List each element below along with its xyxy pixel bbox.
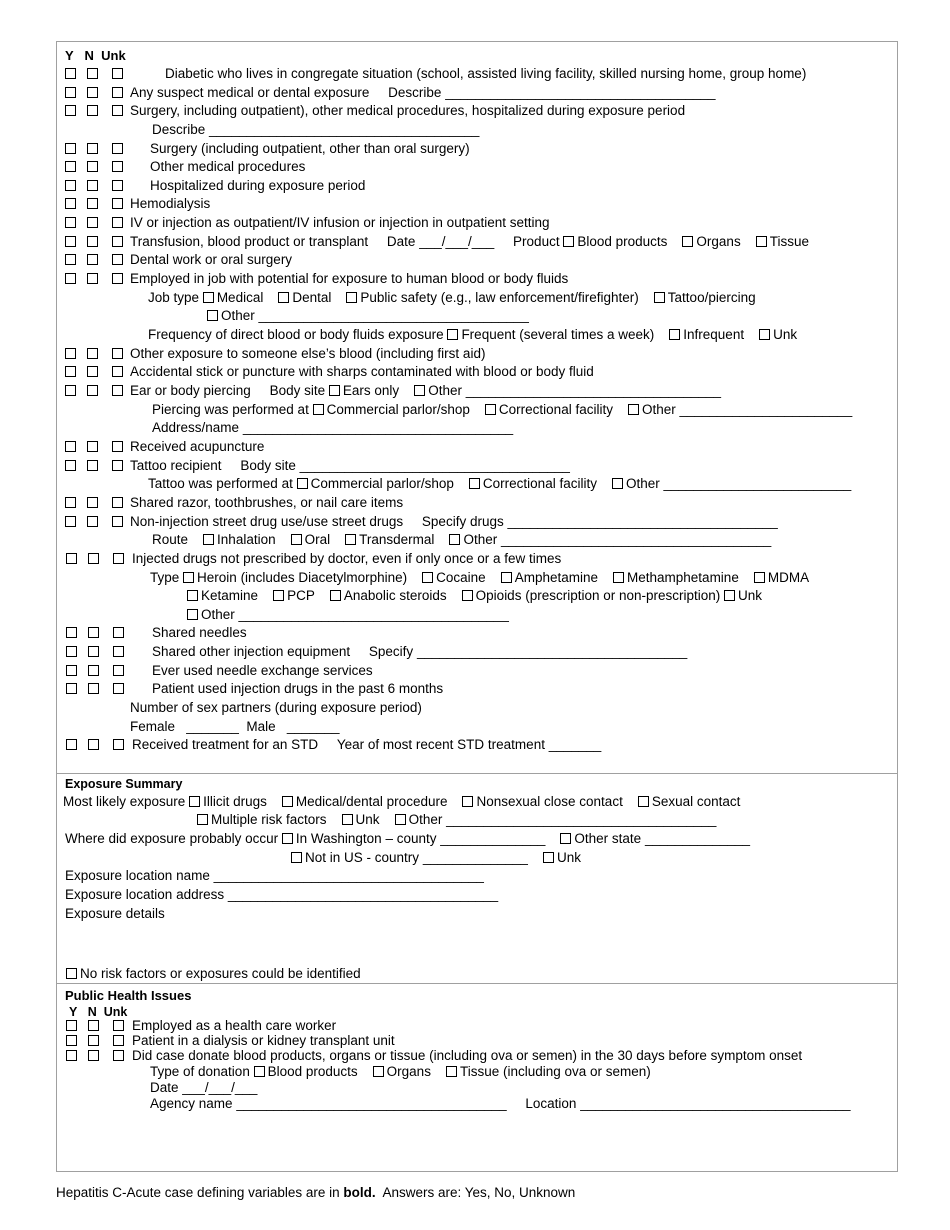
unk-checkbox[interactable] (112, 87, 123, 98)
medical-dental-row: Any suspect medical or dental exposure Describe ____________________________________ (130, 85, 716, 100)
job-other-row: Other ____________________________________ (207, 307, 529, 325)
multiple-checkbox[interactable] (197, 814, 208, 825)
unk-checkbox[interactable] (113, 665, 124, 676)
where-row-2: Not in US - country ______________ Unk (291, 849, 581, 867)
no-checkbox[interactable] (87, 516, 98, 527)
yes-checkbox[interactable] (65, 105, 76, 116)
steroids-checkbox[interactable] (330, 590, 341, 601)
nonsexual-checkbox[interactable] (462, 796, 473, 807)
other-exposure-label: Other exposure to someone else’s blood (including first aid) (130, 346, 486, 361)
tattoo-row: Tattoo recipient Body site ____________________________________ (130, 458, 570, 473)
tattoo-commercial-checkbox[interactable] (297, 478, 308, 489)
yes-checkbox[interactable] (66, 665, 77, 676)
surgery-other-label: Surgery, including outpatient), other medical procedures, hospitalized during exposure period (130, 103, 686, 118)
unk-checkbox[interactable] (113, 553, 124, 564)
address-row: Address/name ____________________________________ (152, 420, 514, 435)
no-checkbox[interactable] (87, 441, 98, 452)
no-checkbox[interactable] (87, 273, 98, 284)
yes-checkbox[interactable] (65, 497, 76, 508)
yes-checkbox[interactable] (65, 236, 76, 247)
drug-type-row: Type Heroin (includes Diacetylmorphine) Cocaine Amphetamine Methamphetamine MDMA (150, 570, 810, 585)
transdermal-checkbox[interactable] (345, 534, 356, 545)
donate-label: Did case donate blood products, organs or tissue (including ova or semen) in the 30 days before symptom onset (132, 1048, 803, 1063)
no-checkbox[interactable] (88, 1035, 99, 1046)
oral-checkbox[interactable] (291, 534, 302, 545)
job-type-row: Job type Medical Dental Public safety (e.g., law enforcement/firefighter) Tattoo/piercing (148, 290, 756, 305)
unk-checkbox[interactable] (112, 441, 123, 452)
no-checkbox[interactable] (88, 627, 99, 638)
unk-checkbox[interactable] (113, 1020, 124, 1031)
mdma-checkbox[interactable] (754, 572, 765, 583)
donate-tissue-checkbox[interactable] (446, 1066, 457, 1077)
cocaine-checkbox[interactable] (422, 572, 433, 583)
unk-checkbox[interactable] (113, 683, 124, 694)
yes-checkbox[interactable] (65, 180, 76, 191)
opioids-checkbox[interactable] (462, 590, 473, 601)
piercing-correctional-checkbox[interactable] (485, 404, 496, 415)
accidental-stick-label: Accidental stick or puncture with sharps contaminated with blood or body fluid (130, 364, 594, 379)
unk-checkbox[interactable] (112, 180, 123, 191)
sex-partners-row: Female _______ Male _______ (130, 719, 340, 734)
washington-checkbox[interactable] (282, 833, 293, 844)
yes-checkbox[interactable] (66, 553, 77, 564)
yes-checkbox[interactable] (66, 739, 77, 750)
yes-checkbox[interactable] (66, 1035, 77, 1046)
amphetamine-checkbox[interactable] (501, 572, 512, 583)
exposure-summary-title: Exposure Summary (65, 777, 183, 791)
yes-checkbox[interactable] (65, 348, 76, 359)
drug-type-row-2: Ketamine PCP Anabolic steroids Opioids (prescription or non-prescription) Unk (187, 587, 762, 605)
hospitalized-label: Hospitalized during exposure period (150, 178, 366, 193)
sex-partners-label: Number of sex partners (during exposure period) (130, 700, 422, 715)
yes-checkbox[interactable] (65, 217, 76, 228)
summary-unk-checkbox[interactable] (342, 814, 353, 825)
route-row: Route Inhalation Oral Transdermal Other ____________________________________ (152, 532, 772, 547)
yes-checkbox[interactable] (65, 366, 76, 377)
ph-ynu-header: Y N Unk (69, 1005, 128, 1019)
dental-work-label: Dental work or oral surgery (130, 252, 293, 267)
no-checkbox[interactable] (87, 161, 98, 172)
ketamine-checkbox[interactable] (187, 590, 198, 601)
unk-checkbox[interactable] (112, 273, 123, 284)
tattoo-other-checkbox[interactable] (612, 478, 623, 489)
no-checkbox[interactable] (88, 1050, 99, 1061)
no-checkbox[interactable] (87, 254, 98, 265)
unk-checkbox[interactable] (112, 68, 123, 79)
no-checkbox[interactable] (87, 460, 98, 471)
no-checkbox[interactable] (88, 646, 99, 657)
job-public-safety-checkbox[interactable] (346, 292, 357, 303)
frequency-unk-checkbox[interactable] (759, 329, 770, 340)
unk-checkbox[interactable] (112, 198, 123, 209)
yes-checkbox[interactable] (65, 385, 76, 396)
employed-blood-label: Employed in job with potential for exposure to human blood or body fluids (130, 271, 569, 286)
acupuncture-label: Received acupuncture (130, 439, 265, 454)
unk-checkbox[interactable] (112, 217, 123, 228)
no-checkbox[interactable] (88, 553, 99, 564)
blood-products-checkbox[interactable] (563, 236, 574, 247)
frequent-checkbox[interactable] (447, 329, 458, 340)
piercing-other-checkbox[interactable] (628, 404, 639, 415)
no-checkbox[interactable] (87, 366, 98, 377)
heroin-checkbox[interactable] (183, 572, 194, 583)
no-checkbox[interactable] (87, 497, 98, 508)
unk-header: Unk (101, 48, 126, 63)
unk-checkbox[interactable] (112, 366, 123, 377)
yes-checkbox[interactable] (66, 1020, 77, 1031)
no-checkbox[interactable] (87, 143, 98, 154)
job-medical-checkbox[interactable] (203, 292, 214, 303)
tissue-checkbox[interactable] (756, 236, 767, 247)
unk-checkbox[interactable] (112, 516, 123, 527)
no-risk-row: No risk factors or exposures could be identified (66, 965, 361, 983)
yes-checkbox[interactable] (65, 254, 76, 265)
unk-checkbox[interactable] (113, 1035, 124, 1046)
yes-checkbox[interactable] (65, 516, 76, 527)
past-6-months-label: Patient used injection drugs in the past 6 months (152, 681, 444, 696)
yes-checkbox[interactable] (65, 87, 76, 98)
diabetic-label: Diabetic who lives in congregate situation (school, assisted living facility, skilled nursing home, group home) (165, 66, 807, 81)
section-divider (56, 773, 898, 774)
no-checkbox[interactable] (88, 683, 99, 694)
agency-row: Agency name ____________________________________ Location ____________________________________ (150, 1096, 851, 1111)
yes-header: Y (65, 48, 74, 63)
shared-equipment-row: Shared other injection equipment Specify ____________________________________ (152, 644, 688, 659)
yes-checkbox[interactable] (65, 198, 76, 209)
unk-checkbox[interactable] (112, 497, 123, 508)
not-us-checkbox[interactable] (291, 852, 302, 863)
injected-drugs-label: Injected drugs not prescribed by doctor, even if only once or a few times (132, 551, 562, 566)
yes-checkbox[interactable] (65, 68, 76, 79)
summary-other-checkbox[interactable] (395, 814, 406, 825)
no-checkbox[interactable] (87, 236, 98, 247)
unk-checkbox[interactable] (112, 348, 123, 359)
other-state-checkbox[interactable] (560, 833, 571, 844)
surgery-describe-row: Describe ____________________________________ (152, 122, 480, 137)
needle-exchange-label: Ever used needle exchange services (152, 663, 373, 678)
surgery-label: Surgery (including outpatient, other than oral surgery) (150, 141, 470, 156)
unk-checkbox[interactable] (113, 739, 124, 750)
no-checkbox[interactable] (87, 105, 98, 116)
yes-checkbox[interactable] (66, 1050, 77, 1061)
shared-needles-label: Shared needles (152, 625, 247, 640)
donate-organs-checkbox[interactable] (373, 1066, 384, 1077)
unk-checkbox[interactable] (112, 161, 123, 172)
ear-piercing-row: Ear or body piercing Body site Ears only Other __________________________________ (130, 383, 721, 398)
job-other-checkbox[interactable] (207, 310, 218, 321)
unk-checkbox[interactable] (113, 1050, 124, 1061)
route-other-checkbox[interactable] (449, 534, 460, 545)
unk-checkbox[interactable] (112, 385, 123, 396)
unk-checkbox[interactable] (112, 143, 123, 154)
inhalation-checkbox[interactable] (203, 534, 214, 545)
ears-only-checkbox[interactable] (329, 385, 340, 396)
pcp-checkbox[interactable] (273, 590, 284, 601)
infrequent-checkbox[interactable] (669, 329, 680, 340)
std-row: Received treatment for an STD Year of most recent STD treatment _______ (132, 737, 602, 752)
no-header: N (84, 48, 94, 63)
location-name-row: Exposure location name ____________________________________ (65, 868, 484, 883)
most-likely-row: Most likely exposure Illicit drugs Medical/dental procedure Nonsexual close contact Sexual contact (63, 794, 741, 809)
dialysis-label: Patient in a dialysis or kidney transplant unit (132, 1033, 395, 1048)
donation-date-row: Date ___/___/___ (150, 1080, 258, 1095)
no-checkbox[interactable] (87, 68, 98, 79)
job-tattoo-checkbox[interactable] (654, 292, 665, 303)
unk-checkbox[interactable] (112, 236, 123, 247)
other-medical-label: Other medical procedures (150, 159, 306, 174)
yes-checkbox[interactable] (66, 627, 77, 638)
tattoo-correctional-checkbox[interactable] (469, 478, 480, 489)
yes-checkbox[interactable] (65, 161, 76, 172)
illicit-checkbox[interactable] (189, 796, 200, 807)
yes-checkbox[interactable] (66, 683, 77, 694)
non-injection-row: Non-injection street drug use/use street drugs Specify drugs ____________________________________ (130, 514, 778, 529)
drug-unk-checkbox[interactable] (724, 590, 735, 601)
public-health-title: Public Health Issues (65, 988, 192, 1003)
yes-checkbox[interactable] (65, 143, 76, 154)
no-checkbox[interactable] (87, 385, 98, 396)
ynu-header (65, 48, 126, 64)
footer-note: Hepatitis C-Acute case defining variables are in bold. Answers are: Yes, No, Unknown (56, 1185, 576, 1200)
yes-checkbox[interactable] (65, 273, 76, 284)
organs-checkbox[interactable] (682, 236, 693, 247)
location-address-row: Exposure location address ____________________________________ (65, 887, 499, 902)
transfusion-row: Transfusion, blood product or transplant Date ___/___/___ Product Blood products Organs Tissue (130, 234, 809, 249)
no-checkbox[interactable] (88, 1020, 99, 1031)
sexual-checkbox[interactable] (638, 796, 649, 807)
drug-other-row: Other ____________________________________ (187, 606, 509, 624)
where-row: Where did exposure probably occur In Washington – county ______________ Other state ______________ (65, 831, 751, 846)
piercing-commercial-checkbox[interactable] (313, 404, 324, 415)
unk-checkbox[interactable] (112, 105, 123, 116)
medical-procedure-checkbox[interactable] (282, 796, 293, 807)
drug-other-checkbox[interactable] (187, 609, 198, 620)
section-divider (56, 983, 898, 984)
yes-checkbox[interactable] (66, 646, 77, 657)
yes-checkbox[interactable] (65, 441, 76, 452)
no-checkbox[interactable] (87, 180, 98, 191)
donate-blood-checkbox[interactable] (254, 1066, 265, 1077)
unk-checkbox[interactable] (113, 627, 124, 638)
piercing-performed-row: Piercing was performed at Commercial parlor/shop Correctional facility Other _______________________ (152, 402, 853, 417)
no-checkbox[interactable] (88, 665, 99, 676)
exposure-details-label: Exposure details (65, 906, 165, 921)
where-unk-checkbox[interactable] (543, 852, 554, 863)
shared-razor-label: Shared razor, toothbrushes, or nail care items (130, 495, 404, 510)
no-risk-checkbox[interactable] (66, 968, 77, 979)
most-likely-row-2: Multiple risk factors Unk Other ____________________________________ (197, 811, 716, 829)
unk-checkbox[interactable] (112, 460, 123, 471)
donation-type-row: Type of donation Blood products Organs Tissue (including ova or semen) (150, 1064, 651, 1079)
health-worker-label: Employed as a health care worker (132, 1018, 337, 1033)
yes-checkbox[interactable] (65, 460, 76, 471)
piercing-site-other-checkbox[interactable] (414, 385, 425, 396)
hemodialysis-label: Hemodialysis (130, 196, 211, 211)
no-checkbox[interactable] (88, 739, 99, 750)
unk-checkbox[interactable] (113, 646, 124, 657)
no-checkbox[interactable] (87, 198, 98, 209)
no-checkbox[interactable] (87, 87, 98, 98)
methamphetamine-checkbox[interactable] (613, 572, 624, 583)
no-checkbox[interactable] (87, 348, 98, 359)
unk-checkbox[interactable] (112, 254, 123, 265)
job-dental-checkbox[interactable] (278, 292, 289, 303)
no-checkbox[interactable] (87, 217, 98, 228)
iv-injection-label: IV or injection as outpatient/IV infusion or injection in outpatient setting (130, 215, 550, 230)
tattoo-performed-row: Tattoo was performed at Commercial parlor/shop Correctional facility Other _________________________ (148, 476, 852, 491)
frequency-row: Frequency of direct blood or body fluids exposure Frequent (several times a week) Infrequent Unk (148, 327, 798, 342)
